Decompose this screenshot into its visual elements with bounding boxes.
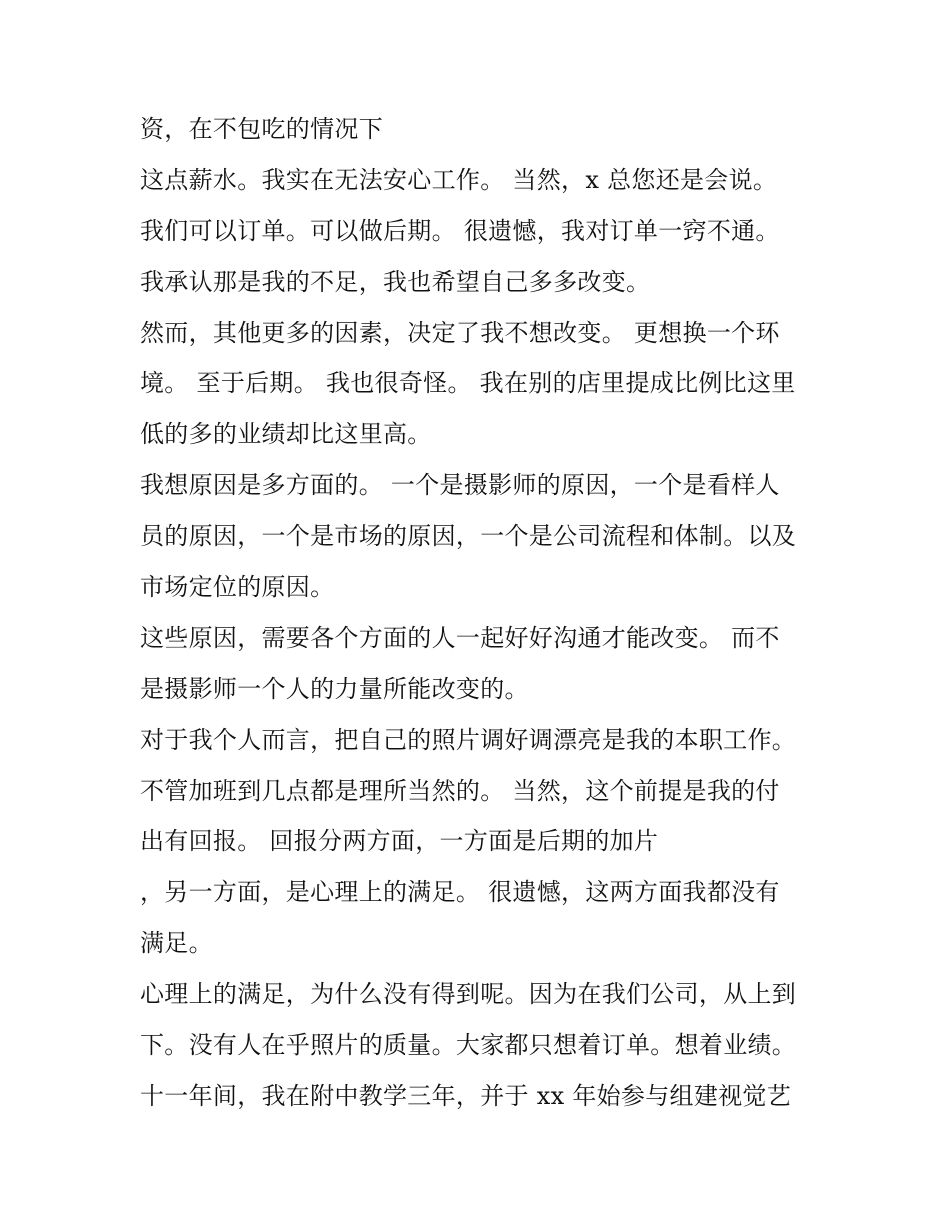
text-line-2: 这点薪水。我实在无法安心工作。 当然，x 总您还是会说。 [140, 165, 778, 194]
text-line-3: 我们可以订单。可以做后期。 很遗憾，我对订单一窍不通。 [140, 216, 780, 245]
text-line-13: 对于我个人而言，把自己的照片调好调漂亮是我的本职工作。 [140, 725, 797, 754]
text-line-18: 心理上的满足，为什么没有得到呢。因为在我们公司，从上到 [140, 980, 797, 1009]
text-line-14: 不管加班到几点都是理所当然的。 当然，这个前提是我的付 [140, 776, 780, 805]
text-line-6: 境。 至于后期。 我也很奇怪。 我在别的店里提成比例比这里 [140, 369, 796, 398]
text-line-15: 出有回报。 回报分两方面，一方面是后期的加片 [140, 827, 659, 856]
text-line-11: 这些原因，需要各个方面的人一起好好沟通才能改变。 而不 [140, 623, 780, 652]
text-line-4: 我承认那是我的不足，我也希望自己多多改变。 [140, 267, 651, 296]
text-line-9: 员的原因，一个是市场的原因，一个是公司流程和体制。以及 [140, 522, 797, 551]
text-line-19: 下。没有人在乎照片的质量。大家都只想着订单。想着业绩。 [140, 1031, 797, 1060]
document-body [140, 109, 840, 1127]
text-line-20: 十一年间，我在附中教学三年，并于 xx 年始参与组建视觉艺 [140, 1081, 792, 1110]
text-line-7: 低的多的业绩却比这里高。 [140, 420, 432, 449]
text-line-1: 资，在不包吃的情况下 [140, 115, 383, 143]
text-line-12: 是摄影师一个人的力量所能改变的。 [140, 674, 529, 703]
text-line-17: 满足。 [140, 929, 213, 958]
text-line-16: ，另一方面，是心理上的满足。 很遗憾，这两方面我都没有 [140, 878, 780, 907]
text-line-8: 我想原因是多方面的。 一个是摄影师的原因，一个是看样人 [140, 471, 780, 500]
text-line-5: 然而，其他更多的因素，决定了我不想改变。 更想换一个环 [140, 318, 780, 347]
text-line-10: 市场定位的原因。 [140, 573, 335, 602]
